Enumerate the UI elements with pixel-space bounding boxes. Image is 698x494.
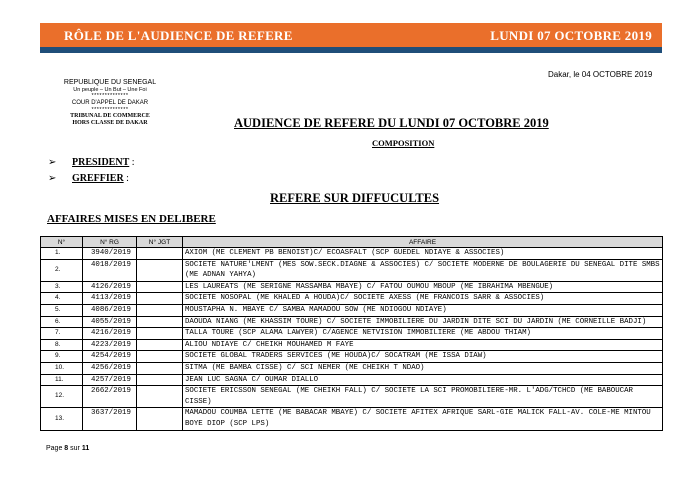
- case-affaire: DAOUDA NIANG (ME KHASSIM TOURE) C/ SOCIETE IMMOBILIERE DU JARDIN DITE SCI DU JARDIN (ME CORNEILLE BADJI): [183, 316, 663, 328]
- case-jgt: [137, 351, 183, 363]
- officer-label: GREFFIER: [72, 173, 124, 184]
- composition-heading: COMPOSITION: [372, 138, 435, 148]
- table-row: [41, 362, 663, 374]
- case-rg: 3940/2019: [83, 248, 137, 260]
- table-row: [41, 316, 663, 328]
- table-row: [41, 328, 663, 340]
- case-affaire: TALLA TOURE (SCP ALAMA LAWYER) C/AGENCE NETVISION IMMOBILIERE (ME ABDOU THIAM): [183, 328, 663, 340]
- cases-table: [40, 236, 663, 431]
- case-affaire: MOUSTAPHA N. MBAYE C/ SAMBA MAMADOU SOW (ME NDIOGOU NDIAYE): [183, 304, 663, 316]
- case-jgt: [137, 281, 183, 293]
- case-number: 1.: [41, 248, 83, 260]
- case-jgt: [137, 304, 183, 316]
- banner-blue-band: [40, 47, 662, 53]
- case-rg: 4126/2019: [83, 281, 137, 293]
- case-affaire: SITMA (ME BAMBA CISSE) C/ SCI NEMER (ME CHEIKH T NDAO): [183, 362, 663, 374]
- motto: Un peuple – Un But – Une Foi: [73, 87, 147, 94]
- case-rg: 4113/2019: [83, 293, 137, 305]
- case-rg: 3637/2019: [83, 408, 137, 430]
- case-number: 10.: [41, 362, 83, 374]
- hearing-title: AUDIENCE DE REFERE DU LUNDI 07 OCTOBRE 2019: [234, 116, 549, 130]
- page-footer: [46, 445, 89, 452]
- table-row: [41, 281, 663, 293]
- case-jgt: [137, 374, 183, 386]
- current-page: 8: [64, 445, 69, 452]
- case-rg: 4086/2019: [83, 304, 137, 316]
- table-row: [41, 351, 663, 363]
- case-number: 8.: [41, 339, 83, 351]
- case-number: 12.: [41, 386, 83, 408]
- footer-middle: sur: [68, 445, 82, 452]
- header-banner: [40, 23, 662, 53]
- arrow-bullet-icon: ➢: [48, 157, 57, 168]
- case-number: 5.: [41, 304, 83, 316]
- case-number: 11.: [41, 374, 83, 386]
- table-row: [41, 293, 663, 305]
- table-row: [41, 304, 663, 316]
- dateline: Dakar, le 04 OCTOBRE 2019: [548, 70, 653, 79]
- case-rg: 4257/2019: [83, 374, 137, 386]
- footer-prefix: Page: [46, 445, 65, 452]
- case-rg: 4223/2019: [83, 339, 137, 351]
- header-rg: N° RG: [83, 237, 137, 248]
- table-row: [41, 259, 663, 281]
- officer-president: [48, 157, 135, 168]
- case-affaire: SOCIETE GLOBAL TRADERS SERVICES (ME HOUDA)C/ SOCATRAM (ME ISSA DIAW): [183, 351, 663, 363]
- header-affaire: AFFAIRE: [183, 237, 663, 248]
- case-number: 7.: [41, 328, 83, 340]
- separator-stars: **************: [91, 106, 129, 113]
- tribunal-class: HORS CLASSE DE DAKAR: [72, 119, 148, 126]
- case-number: 6.: [41, 316, 83, 328]
- officer-greffier: [48, 173, 129, 184]
- institution-block: [40, 79, 180, 127]
- case-jgt: [137, 408, 183, 430]
- case-affaire: ALIOU NDIAYE C/ CHEIKH MOUHAMED M FAYE: [183, 339, 663, 351]
- officer-label: PRESIDENT: [72, 157, 130, 168]
- banner-date: LUNDI 07 OCTOBRE 2019: [490, 28, 652, 43]
- subsection-heading: AFFAIRES MISES EN DELIBERE: [47, 213, 216, 225]
- officer-suffix: :: [129, 157, 135, 168]
- arrow-bullet-icon: ➢: [48, 173, 57, 184]
- case-jgt: [137, 248, 183, 260]
- case-rg: 4254/2019: [83, 351, 137, 363]
- case-number: 4.: [41, 293, 83, 305]
- case-rg: 2662/2019: [83, 386, 137, 408]
- case-jgt: [137, 293, 183, 305]
- total-pages: 11: [81, 445, 90, 452]
- case-number: 9.: [41, 351, 83, 363]
- case-affaire: SOCIETE ERICSSON SENEGAL (ME CHEIKH FALL) C/ SOCIETE LA SCI PROMOBILIERE-MR. L'ADG/TCHCD (ME BABOUCAR CISSE): [183, 386, 663, 408]
- case-jgt: [137, 386, 183, 408]
- case-affaire: JEAN LUC SAGNA C/ OUMAR DIALLO: [183, 374, 663, 386]
- case-jgt: [137, 362, 183, 374]
- case-number: 2.: [41, 259, 83, 281]
- case-affaire: LES LAUREATS (ME SERIGNE MASSAMBA MBAYE) C/ FATOU OUMOU MBOUP (ME IBRAHIMA MBENGUE): [183, 281, 663, 293]
- case-affaire: SOCIETE NATURE'LMENT (MES SOW.SECK.DIAGNE & ASSOCIES) C/ SOCIETE MODERNE DE BOULAGERIE DU SENEGAL DITE SMBS (ME ADNAN YAHYA): [183, 259, 663, 281]
- case-jgt: [137, 316, 183, 328]
- banner-title: RÔLE DE L'AUDIENCE DE REFERE: [64, 28, 293, 43]
- case-affaire: AXIOM (ME CLEMENT PB BENOIST)C/ ECOASFALT (SCP GUEDEL NDIAYE & ASSOCIES): [183, 248, 663, 260]
- case-number: 13.: [41, 408, 83, 430]
- case-affaire: SOCIETE NOSOPAL (ME KHALED A HOUDA)C/ SOCIETE AXESS (ME FRANCOIS SARR & ASSOCIES): [183, 293, 663, 305]
- court-name: COUR D'APPEL DE DAKAR: [71, 99, 149, 106]
- table-row: [41, 386, 663, 408]
- case-rg: 4055/2019: [83, 316, 137, 328]
- case-number: 3.: [41, 281, 83, 293]
- republic-name: REPUBLIQUE DU SENEGAL: [63, 79, 157, 86]
- case-jgt: [137, 328, 183, 340]
- tribunal-name: TRIBUNAL DE COMMERCE: [70, 112, 150, 119]
- case-rg: 4216/2019: [83, 328, 137, 340]
- case-rg: 4018/2019: [83, 259, 137, 281]
- table-row: [41, 374, 663, 386]
- table-row: [41, 339, 663, 351]
- case-jgt: [137, 339, 183, 351]
- header-jgt: N° JGT: [137, 237, 183, 248]
- separator-stars: **************: [91, 93, 129, 100]
- case-affaire: MAMADOU COUMBA LETTE (ME BABACAR MBAYE) C/ SOCIETE AFITEX AFRIQUE SARL-GIE MALICK FALL-AV. COLE-ME MINTOU BOYE DIOP (SCP LPS): [183, 408, 663, 430]
- table-row: [41, 408, 663, 430]
- table-header-row: [41, 237, 663, 248]
- section-heading: REFERE SUR DIFFUCULTES: [270, 191, 440, 205]
- table-row: [41, 248, 663, 260]
- officer-suffix: :: [123, 173, 129, 184]
- case-rg: 4256/2019: [83, 362, 137, 374]
- header-number: N°: [41, 237, 83, 248]
- case-jgt: [137, 259, 183, 281]
